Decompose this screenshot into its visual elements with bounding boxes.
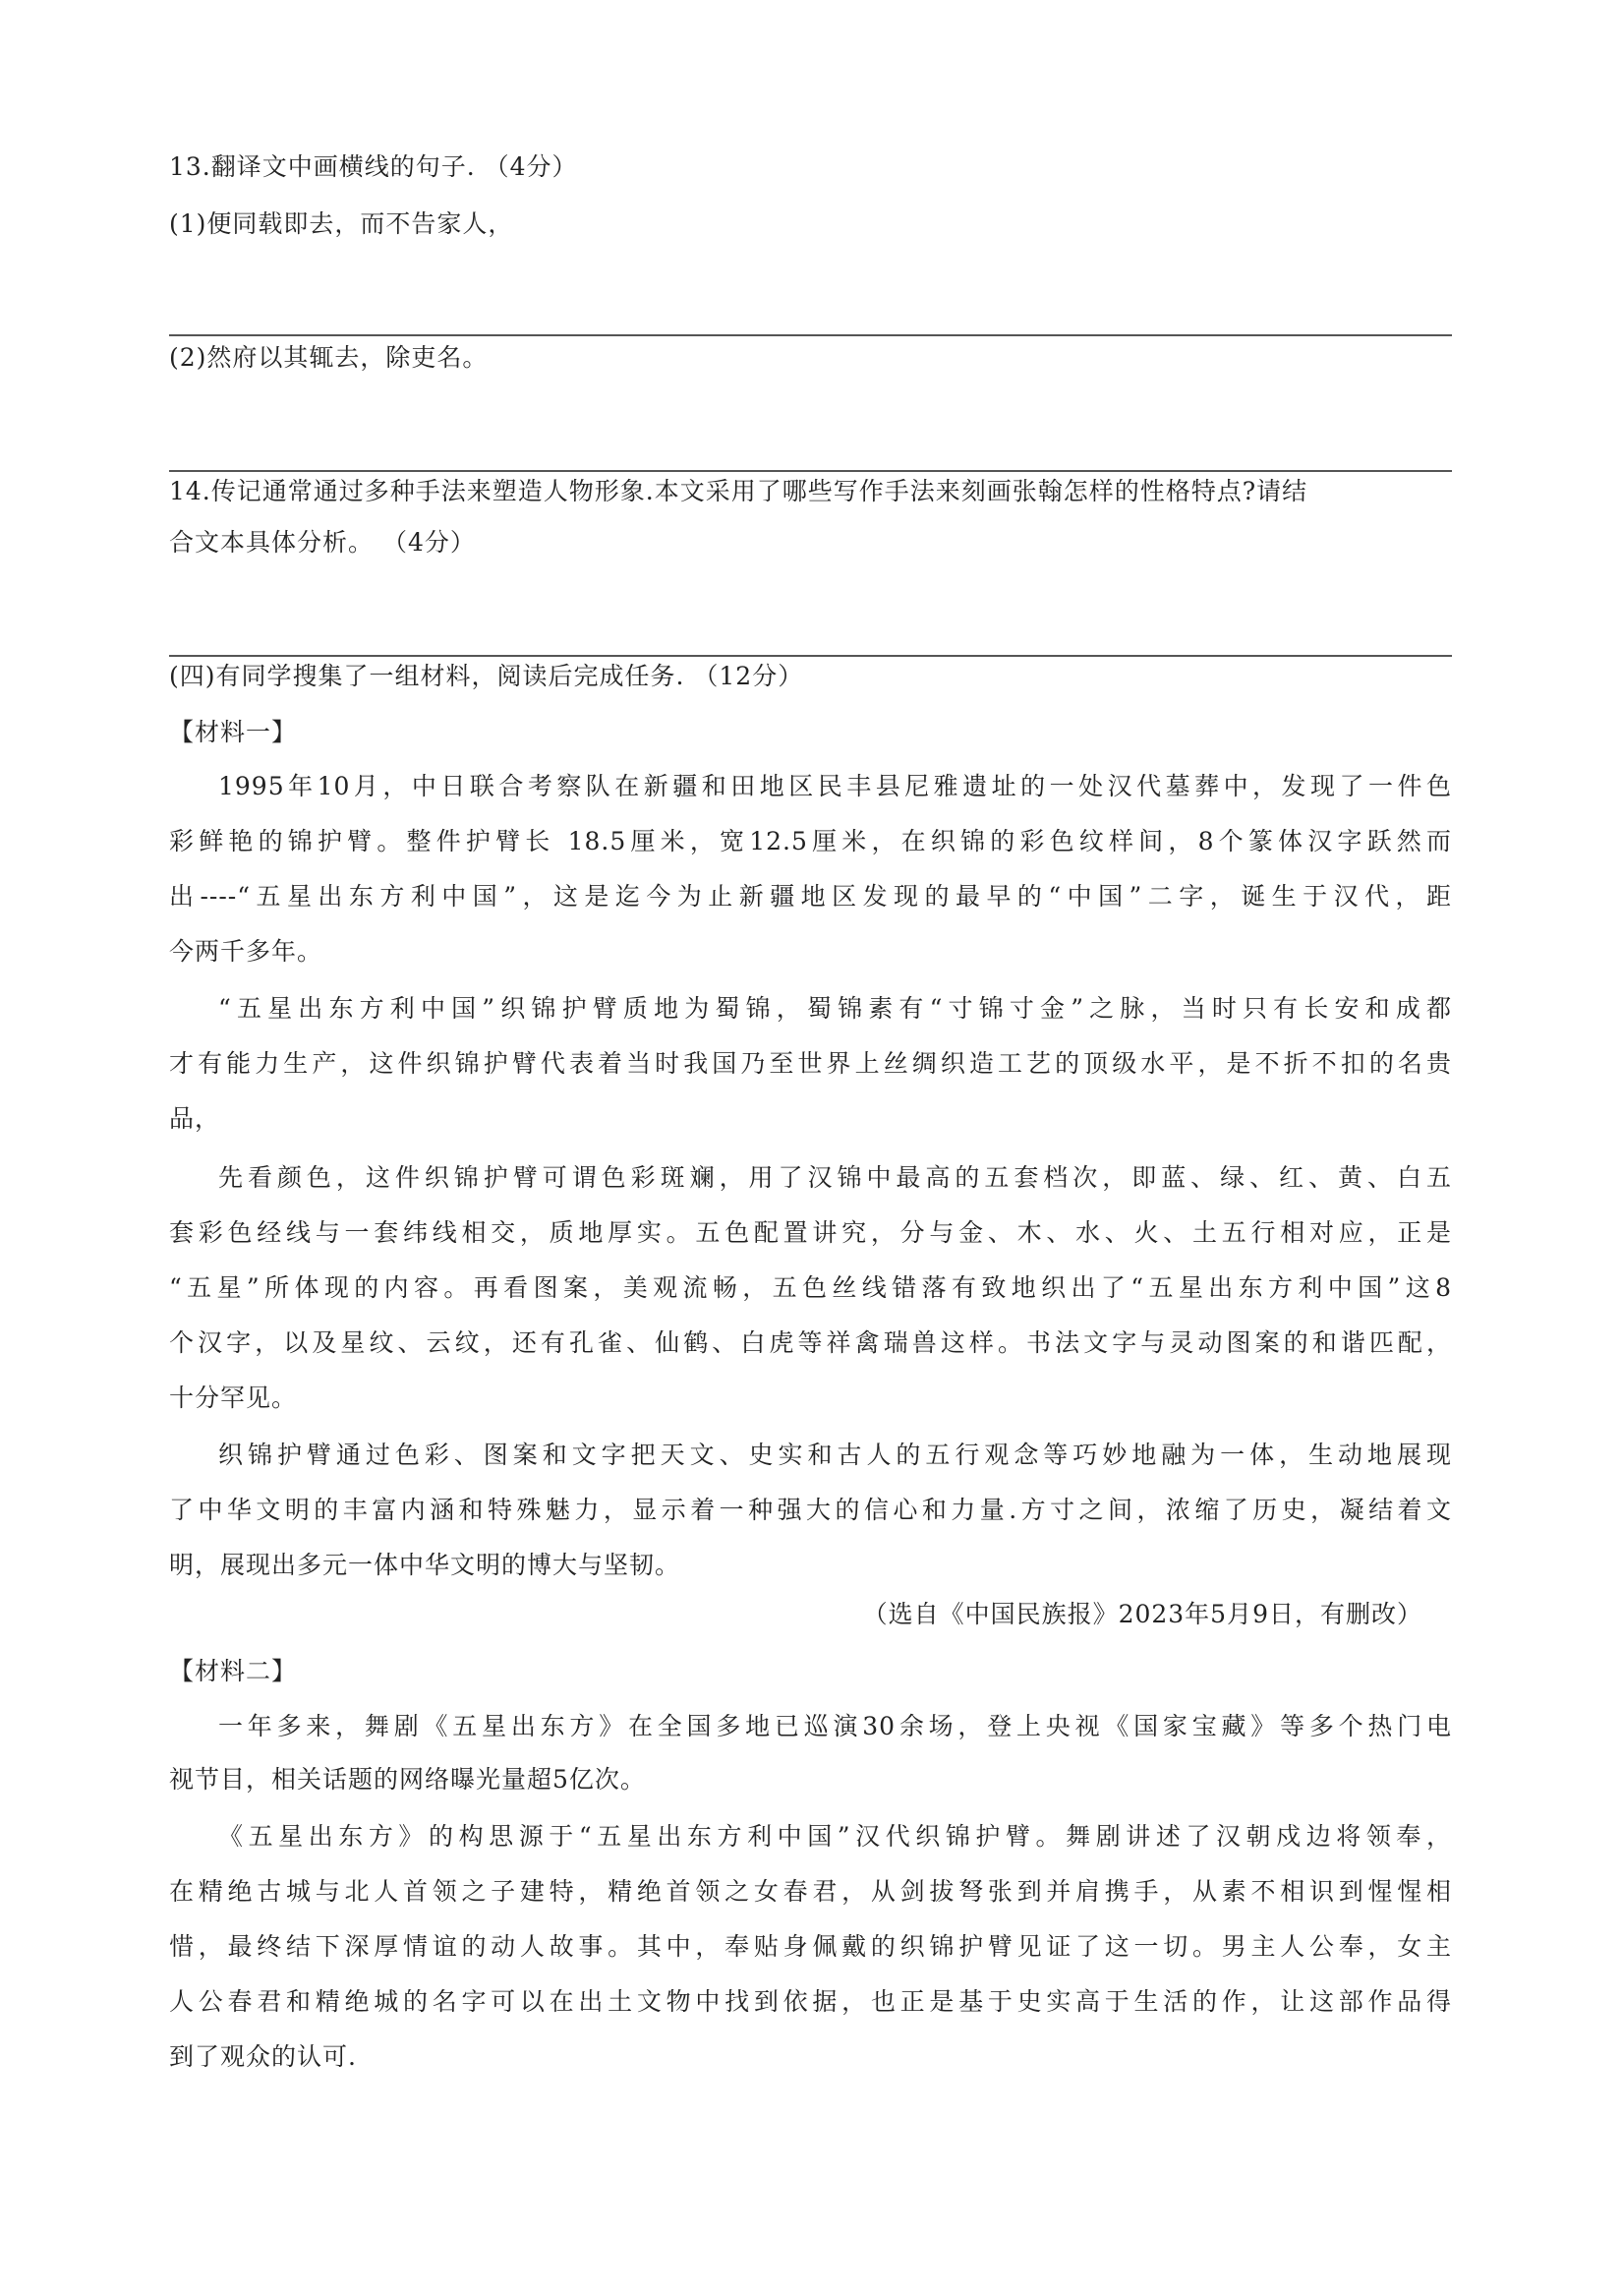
material1-p2-line: 才有能力生产，这件织锦护臂代表着当时我国乃至世界上丝绸织造工艺的顶级水平，是不折不扣的名贵 [169,1049,1452,1078]
material1-p3-line: 个汉字，以及星纹、云纹，还有孔雀、仙鹤、白虎等祥禽瑞兽这样。书法文字与灵动图案的和谐匹配， [169,1328,1452,1357]
answer-line [169,334,1452,336]
material2-p2-line: 在精绝古城与北人首领之子建特，精绝首领之女春君，从剑拔弩张到并肩携手，从素不相识到惺惺相 [169,1877,1452,1906]
material1-p2-line: “五星出东方利中国”织锦护臂质地为蜀锦，蜀锦素有“寸锦寸金”之脉，当时只有长安和成都 [218,994,1452,1023]
material2-p2-line: 惜，最终结下深厚情谊的动人故事。其中，奉贴身佩戴的织锦护臂见证了这一切。男主人公奉，女主 [169,1932,1452,1961]
material1-source: （选自《中国民族报》2023年5月9日，有删改） [862,1600,1422,1628]
material1-p3-line: “五星”所体现的内容。再看图案，美观流畅，五色丝线错落有致地织出了“五星出东方利中国”这8 [169,1273,1452,1302]
material2-p2-line: 人公春君和精绝城的名字可以在出土文物中找到依据，也正是基于史实高于生活的作，让这部作品得 [169,1987,1452,2016]
part4-title: (四)有同学搜集了一组材料，阅读后完成任务. （12分） [169,662,804,690]
material2-p1-line: 视节目，相关话题的网络曝光量超5亿次。 [169,1765,646,1794]
material1-p1-line: 1995年10月，中日联合考察队在新疆和田地区民丰县尼雅遗址的一处汉代墓葬中，发现了一件色 [218,772,1452,800]
material1-p3-line: 先看颜色，这件织锦护臂可谓色彩斑斓，用了汉锦中最高的五套档次，即蓝、绿、红、黄、白五 [218,1163,1452,1192]
material1-heading: 【材料一】 [169,718,298,746]
material1-p1-line: 今两千多年。 [169,937,323,966]
material1-p3-line: 十分罕见。 [169,1383,298,1412]
material1-p4-line: 了中华文明的丰富内涵和特殊魅力，显示着一种强大的信心和力量.方寸之间，浓缩了历史，凝结着文 [169,1496,1452,1524]
material1-p1-line: 出----“五星出东方利中国”，这是迄今为止新疆地区发现的最早的“中国”二字，诞生于汉代，距 [169,882,1452,911]
q14-line-1: 14.传记通常通过多种手法来塑造人物形象.本文采用了哪些写作手法来刻画张翰怎样的性格特点?请结 [169,477,1308,505]
answer-line [169,470,1452,472]
q14-line-2: 合文本具体分析。 （4分） [169,528,476,557]
material1-p4-line: 明，展现出多元一体中华文明的博大与坚韧。 [169,1551,681,1579]
q13-title: 13.翻译文中画横线的句子. （4分） [169,152,578,181]
q13-sentence-2: (2)然府以其辄去，除吏名。 [169,343,489,372]
material2-p1-line: 一年多来，舞剧《五星出东方》在全国多地已巡演30余场，登上央视《国家宝藏》等多个热门电 [218,1712,1452,1740]
material2-heading: 【材料二】 [169,1657,298,1685]
material2-p2-line: 到了观众的认可. [169,2042,357,2071]
material1-p1-line: 彩鲜艳的锦护臂。整件护臂长 18.5厘米，宽12.5厘米，在织锦的彩色纹样间，8个篆体汉字跃然而 [169,827,1452,855]
material1-p2-line: 品， [169,1104,221,1133]
q13-sentence-1: (1)便同载即去，而不告家人， [169,209,514,238]
answer-line [169,655,1452,657]
material1-p3-line: 套彩色经线与一套纬线相交，质地厚实。五色配置讲究，分与金、木、水、火、土五行相对应，正是 [169,1218,1452,1247]
material2-p2-line: 《五星出东方》的构思源于“五星出东方利中国”汉代织锦护臂。舞剧讲述了汉朝戍边将领奉， [218,1822,1452,1851]
material1-p4-line: 织锦护臂通过色彩、图案和文字把天文、史实和古人的五行观念等巧妙地融为一体，生动地展现 [218,1441,1452,1469]
